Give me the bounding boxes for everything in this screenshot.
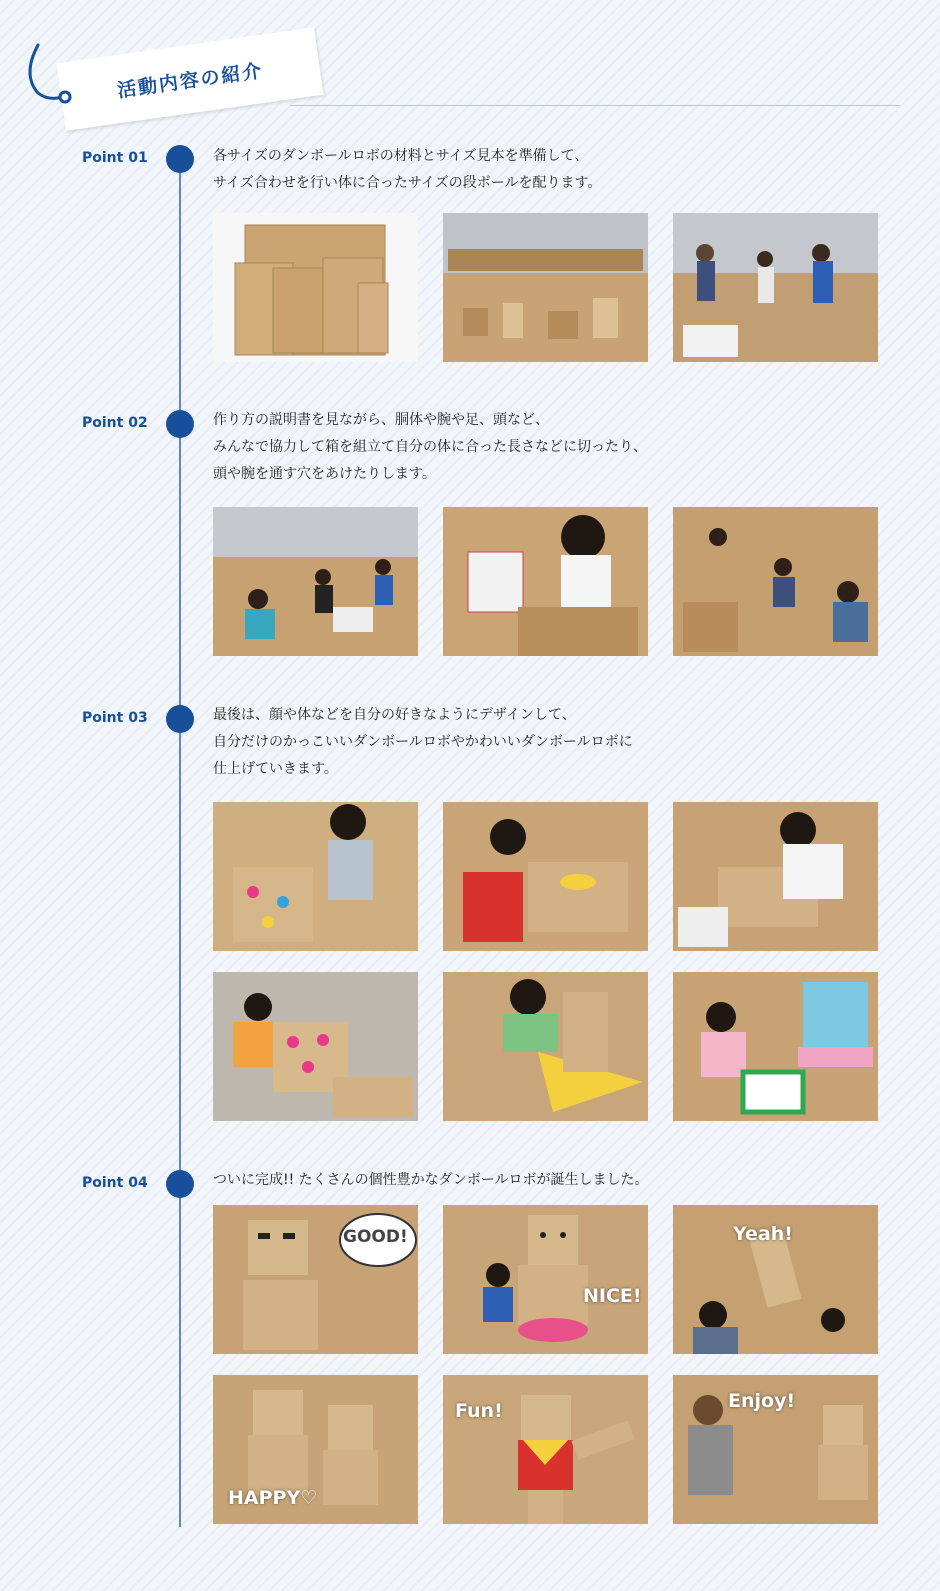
point-description [213, 1167, 893, 1194]
description-line: 各サイズのダンボールロボの材料とサイズ見本を準備して、 [213, 148, 589, 164]
overlay-caption: HAPPY♡ [228, 1487, 318, 1509]
description-line: 作り方の説明書を見ながら、胴体や腕や足、頭など、 [213, 412, 549, 428]
point-description [213, 407, 893, 488]
description-line: みんなで協力して箱を組立て自分の体に合った長さなどに切ったり、 [213, 439, 647, 455]
overlay-caption: NICE! [583, 1285, 642, 1307]
section-title: 活動内容の紹介 [115, 59, 265, 102]
section-header [20, 35, 880, 135]
photo-decorating-ribbon [443, 802, 648, 951]
photo-yellow-wings [443, 972, 648, 1121]
photo-robot-nice [443, 1205, 648, 1354]
photo-polka-dots [213, 972, 418, 1121]
point-label: Point 02 [82, 415, 148, 431]
point-label: Point 03 [82, 710, 148, 726]
photo-robot-yeah [673, 1205, 878, 1354]
point-description [213, 143, 893, 197]
point-label: Point 01 [82, 150, 148, 166]
overlay-caption: Fun! [455, 1400, 503, 1422]
photo-blue-robot-head [673, 972, 878, 1121]
photo-decorating-boy [673, 802, 878, 951]
photo-girl-building [443, 507, 648, 656]
photo-assembly-group [213, 507, 418, 656]
timeline-dot [166, 1170, 194, 1198]
overlay-caption: Yeah! [733, 1223, 793, 1245]
overlay-caption: Enjoy! [728, 1390, 796, 1412]
photo-group-cutting [673, 507, 878, 656]
description-line: サイズ合わせを行い体に合ったサイズの段ボールを配ります。 [213, 175, 602, 191]
hook-icon [20, 35, 100, 115]
photo-robot-good [213, 1205, 418, 1354]
timeline-dot [166, 410, 194, 438]
overlay-caption: GOOD! [343, 1227, 408, 1247]
description-line: ついに完成!! たくさんの個性豊かなダンボールロボが誕生しました。 [213, 1172, 649, 1188]
photo-robot-fun [443, 1375, 648, 1524]
photo-robot-enjoy [673, 1375, 878, 1524]
photo-distribution [673, 213, 878, 362]
photo-decorating-stars [213, 802, 418, 951]
point-description [213, 702, 893, 783]
description-line: 頭や腕を通す穴をあけたりします。 [213, 466, 436, 482]
description-line: 最後は、顔や体などを自分の好きなようにデザインして、 [213, 707, 576, 723]
timeline-dot [166, 145, 194, 173]
point-label: Point 04 [82, 1175, 148, 1191]
photo-warehouse-materials [443, 213, 648, 362]
timeline-dot [166, 705, 194, 733]
header-divider [290, 105, 900, 106]
timeline-line [179, 157, 181, 1527]
photo-robots-happy [213, 1375, 418, 1524]
photo-cardboard-samples [213, 213, 418, 362]
description-line: 仕上げていきます。 [213, 761, 338, 777]
description-line: 自分だけのかっこいいダンボールロボやかわいいダンボールロボに [213, 734, 633, 750]
